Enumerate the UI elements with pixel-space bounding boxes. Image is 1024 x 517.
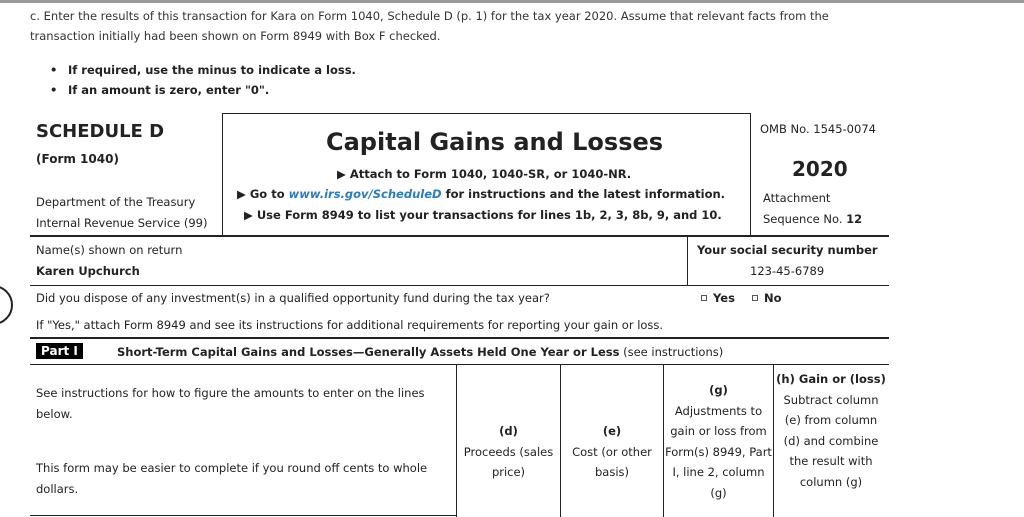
part1-how-to-instructions: See instructions for how to figure the amounts to enter on the lines below. (36, 386, 425, 421)
form-title: Capital Gains and Losses (326, 128, 664, 156)
attach-instruction: ▶ Attach to Form 1040, 1040-SR, or 1040-NR. (337, 167, 632, 181)
column-d-header: (d) Proceeds (sales price) (463, 424, 554, 479)
form-reference: (Form 1040) (36, 152, 119, 166)
dept-irs: Internal Revenue Service (99) (36, 216, 208, 230)
dept-treasury: Department of the Treasury (36, 195, 196, 209)
ssn-value[interactable]: 123-45-6789 (750, 264, 825, 278)
column-h-header: (h) Gain or (loss) Subtract column (e) from column (d) and combine the result with column (g) (776, 372, 886, 489)
col-h-divider (773, 365, 774, 517)
no-checkbox[interactable] (752, 295, 758, 301)
name-row-rule (30, 285, 889, 286)
irs-schedule-d-link[interactable]: www.irs.gov/ScheduleD (288, 187, 442, 201)
yes-checkbox[interactable] (701, 295, 707, 301)
opportunity-note: If "Yes," attach Form 8949 and see its instructions for additional requirements for reporting your gain or loss. (36, 318, 664, 332)
irs-link-instruction: ▶ Go to www.irs.gov/ScheduleD for instructions and the latest information. (237, 187, 726, 201)
part1-title: Short-Term Capital Gains and Losses—Generally Assets Held One Year or Less (see instructions) (117, 345, 724, 359)
ssn-label: Your social security number (697, 243, 878, 257)
department (36, 192, 207, 234)
taxpayer-name[interactable]: Karen Upchurch (36, 264, 140, 278)
schedule-title: SCHEDULE D (36, 121, 165, 142)
header-bottom-rule (30, 235, 889, 237)
omb-number: OMB No. 1545-0074 (760, 122, 876, 136)
part1-top-rule (30, 337, 889, 339)
header-top-rule (222, 113, 751, 114)
header-right-divider (750, 113, 751, 236)
step-marker-circle (0, 285, 13, 325)
opportunity-fund-question: Did you dispose of any investment(s) in a qualified opportunity fund during the tax year? (36, 291, 550, 305)
sequence-number: 12 (846, 212, 863, 226)
header-left-divider (222, 113, 223, 236)
column-e-header: (e) Cost (or other basis) (572, 424, 652, 479)
column-g-header: (g) Adjustments to gain or loss from Form(s) 8949, Part I, line 2, column (g) (665, 383, 772, 500)
ssn-divider (687, 237, 688, 285)
instruction-bullets (50, 60, 356, 100)
opportunity-no-option[interactable]: No (752, 291, 782, 305)
attachment-sequence: Attachment Sequence No. 12 (763, 191, 863, 226)
intro-instructions: c. Enter the results of this transaction for Kara on Form 1040, Schedule D (p. 1) for the tax year 2020. Assume that relevant facts from the transaction initially had been shown on Form 8949 with Box F checked. (30, 9, 829, 43)
tax-year: 2020 (792, 157, 848, 181)
top-divider (0, 0, 1024, 3)
part1-rounding-note: This form may be easier to complete if you round off cents to whole dollars. (36, 461, 428, 496)
opportunity-yes-option[interactable]: Yes (701, 291, 735, 305)
bullet-loss: • If required, use the minus to indicate a loss. (50, 60, 356, 80)
part1-title-rule (30, 364, 889, 365)
desc-bottom-rule (30, 515, 457, 516)
bullet-zero: • If an amount is zero, enter "0". (50, 80, 356, 100)
form-8949-instruction: ▶ Use Form 8949 to list your transactions for lines 1b, 2, 3, 8b, 9, and 10. (244, 208, 722, 222)
part1-badge: Part I (36, 343, 83, 359)
name-label: Name(s) shown on return (36, 243, 183, 257)
